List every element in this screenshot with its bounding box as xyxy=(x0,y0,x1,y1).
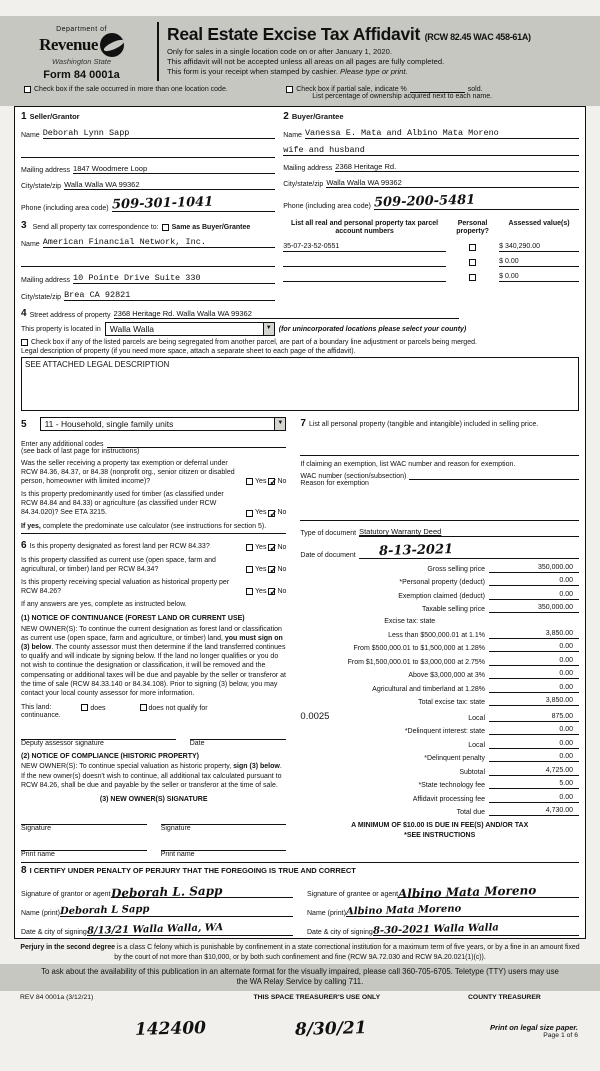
tax-row-value[interactable]: 350,000.00 xyxy=(489,564,579,573)
grantor-date-city-value: 8/13/21 Walla Walla, WA xyxy=(86,922,224,938)
section-1-number: 1 xyxy=(21,111,27,122)
multi-location-checkbox[interactable] xyxy=(24,86,31,93)
parcel-number-input[interactable]: 35-07-23-52-0551 xyxy=(283,243,446,252)
tax-row-value[interactable]: 0.00 xyxy=(489,794,579,803)
tax-row-label: *Delinquent interest: state xyxy=(404,728,485,736)
buyer-mail-value: 2368 Heritage Rd. xyxy=(335,162,397,171)
county-dropdown-arrow-icon[interactable]: ▼ xyxy=(263,323,274,335)
tax-row-value[interactable]: 3,850.00 xyxy=(489,630,579,639)
form-title-text: Real Estate Excise Tax Affidavit xyxy=(167,24,421,44)
new-owner-signature-2-input[interactable] xyxy=(161,816,287,825)
taxcorr-csz-input[interactable] xyxy=(64,290,275,301)
tax-row-value[interactable]: 0.00 xyxy=(489,753,579,762)
minimum-due-note: A MINIMUM OF $10.00 IS DUE IN FEE(S) AND/OR TAX xyxy=(351,822,529,830)
county-dropdown[interactable] xyxy=(105,322,275,336)
grantee-print-label: Name (print) xyxy=(307,910,346,918)
parcel-number-input[interactable] xyxy=(283,273,446,282)
treasurer-use-label: THIS SPACE TREASURER'S USE ONLY xyxy=(253,993,381,1001)
tax-rows-top xyxy=(300,564,579,614)
deputy-date-input[interactable] xyxy=(190,731,287,740)
buyer-mail-input[interactable] xyxy=(335,162,579,172)
form-title xyxy=(167,24,586,45)
buyer-name-value: Vanessa E. Mata and Albino Mata Moreno xyxy=(304,128,499,138)
tax-row-value[interactable]: 4,730.00 xyxy=(489,807,579,816)
perjury-statement xyxy=(0,939,600,964)
tax-row-value[interactable]: 875.00 xyxy=(489,713,579,722)
tax-row xyxy=(300,780,579,789)
section-3-title: Send all property tax correspondence to: xyxy=(32,224,159,231)
predominate-use-note-bold: If yes, xyxy=(21,522,41,530)
type-of-document-label: Type of document xyxy=(300,530,357,538)
tax-row xyxy=(300,711,579,722)
notice-compliance-body-1: NEW OWNER(S): To continue special valuation as historic property, xyxy=(21,763,234,771)
deputy-assessor-signature-input[interactable] xyxy=(21,731,176,740)
additional-codes-input[interactable] xyxy=(107,439,287,448)
header-note-2: This affidavit will not be accepted unless all areas on all pages are fully completed. xyxy=(167,56,445,66)
tax-row-label: From $1,500,000.01 to $3,000,000 at 2.75% xyxy=(347,658,485,666)
buyer-phone-input[interactable] xyxy=(374,194,579,210)
assessed-value-input[interactable]: $ 0.00 xyxy=(499,258,579,267)
parcel-number-input[interactable] xyxy=(283,258,446,267)
certify-statement xyxy=(21,865,579,876)
tax-row xyxy=(300,684,579,693)
tax-row-label: *Delinquent penalty xyxy=(424,755,485,763)
q1-no-label: No xyxy=(277,478,287,486)
q4-yes-checkbox[interactable] xyxy=(246,566,253,573)
ownership-percent-note: List percentage of ownership acquired next to each name. xyxy=(312,93,493,100)
tax-row-value[interactable]: 3,850.00 xyxy=(489,697,579,706)
q2-yes-label: Yes xyxy=(255,509,267,517)
wac-number-input[interactable] xyxy=(409,471,579,480)
grantor-print-input[interactable] xyxy=(60,905,293,917)
parcel-row xyxy=(283,258,579,267)
current-use-question: Is this property classified as current use (open space, farm and agricultural, or timber) land per RCW 84.34? xyxy=(21,556,216,573)
stamp-receipt-number: 142400 xyxy=(134,1017,207,1040)
personal-property-instruction xyxy=(300,417,579,430)
page-number: Page 1 of 6 xyxy=(543,1031,578,1039)
forest-land-question xyxy=(21,539,246,552)
grantee-print-value: Albino Mata Moreno xyxy=(345,903,462,918)
predominate-use-note-text: complete the predominate use calculator (see instructions for section 5). xyxy=(40,522,267,530)
street-address-label: Street address of property xyxy=(29,312,111,319)
notice-compliance-bold: sign (3) below xyxy=(233,763,280,771)
grantee-date-city-label: Date & city of signing xyxy=(307,929,373,937)
form-number: Form 84 0001a xyxy=(43,69,120,81)
dor-swoosh-icon xyxy=(100,33,124,57)
this-land-label: This land: xyxy=(21,704,52,712)
does-qualify-checkbox[interactable] xyxy=(81,704,88,711)
unincorporated-note: (for unincorporated locations please select your county) xyxy=(278,325,467,333)
header-note-3-text: This form is your receipt when stamped by cashier. xyxy=(167,66,341,76)
tax-row-label: Local xyxy=(468,741,485,749)
accessibility-note: To ask about the availability of this publication in an alternate format for the visually impaired, please call 360-705-6705. Teletype (TTY) users may use the WA Relay Service by calling 711. xyxy=(0,964,600,991)
tax-row-label: *Personal property (deduct) xyxy=(399,579,485,587)
tax-row xyxy=(300,564,579,573)
wac-number-label: WAC number (section/subsection) xyxy=(300,473,407,481)
tax-row xyxy=(300,591,579,600)
seller-phone-value: 509-301-1041 xyxy=(111,194,213,213)
partial-sale-checkbox[interactable] xyxy=(286,86,293,93)
notice-continuance-body-1: NEW OWNER(S): To continue the current designation as forest land or classification as current use (open space, farm and agriculture, or timber) land, xyxy=(21,625,282,642)
section-5-number: 5 xyxy=(21,418,27,430)
tax-row-label: Total due xyxy=(456,809,485,817)
stamp-date: 8/30/21 xyxy=(294,1017,367,1040)
grantor-print-label: Name (print) xyxy=(21,910,60,918)
seller-name-value: Deborah Lynn Sapp xyxy=(42,128,130,138)
grantee-signature-label: Signature of grantee or agent xyxy=(307,891,399,899)
buyer-mail-label: Mailing address xyxy=(283,165,333,172)
deputy-date-label: Date xyxy=(189,740,205,748)
tax-row-label: Exemption claimed (deduct) xyxy=(398,592,485,600)
certify-statement-text: I CERTIFY UNDER PENALTY OF PERJURY THAT THE FOREGOING IS TRUE AND CORRECT xyxy=(29,866,356,876)
new-owner-print-1-label: Print name xyxy=(21,851,55,859)
tax-row-value[interactable]: 0.00 xyxy=(489,591,579,600)
header-divider xyxy=(157,22,159,81)
timber-agriculture-question: Is this property predominantly used for timber (as classified under RCW 84.84 and 84.33) or agriculture (as classified under RCW 84.34.020)? See ETA 3215. xyxy=(21,491,224,517)
deputy-assessor-signature-label: Deputy assessor signature xyxy=(21,740,104,748)
q5-yes-label: Yes xyxy=(255,588,267,596)
q4-yes-label: Yes xyxy=(255,565,267,573)
reason-exemption-label: Reason for exemption xyxy=(300,480,369,488)
grantee-date-city-value: 8-30-2021 Walla Walla xyxy=(372,922,499,937)
tax-row-value[interactable]: 5.00 xyxy=(489,780,579,789)
additional-codes-label: Enter any additional codes xyxy=(21,441,104,448)
grantor-date-city-input[interactable] xyxy=(87,924,293,936)
land-use-dropdown-arrow-icon[interactable]: ▼ xyxy=(274,418,285,430)
tax-row-value[interactable]: 4,725.00 xyxy=(489,767,579,776)
new-owner-signature-1-input[interactable] xyxy=(21,816,147,825)
seller-mail-value: 1847 Woodmere Loop xyxy=(73,164,148,173)
tax-row xyxy=(300,643,579,652)
grantor-signature-value: Deborah L. Sapp xyxy=(110,883,223,901)
new-owner-print-2-label: Print name xyxy=(160,851,195,859)
excise-tax-state-heading: Excise tax: state xyxy=(384,618,436,626)
section-2-title: Buyer/Grantee xyxy=(291,112,344,121)
tax-row-label: From $500,000.01 to $1,500,000 at 1.28% xyxy=(353,645,485,653)
tax-row xyxy=(300,670,579,679)
header-note-1: Only for sales in a single location code on or after January 1, 2020. xyxy=(167,47,392,56)
buyer-phone-label: Phone (including area code) xyxy=(283,203,371,210)
assessed-value-col-header: Assessed value(s) xyxy=(508,220,570,227)
land-use-code-value: 11 - Household, single family units xyxy=(44,419,174,429)
segregated-label: Check box if any of the listed parcels are being segregated from another parcel, are part of a boundary line adjustment or parcels being merged. xyxy=(31,339,477,346)
codes-note: (see back of last page for instructions) xyxy=(21,448,140,455)
print-legal-size-note: Print on legal size paper. xyxy=(490,1022,578,1032)
taxcorr-name-value: American Financial Network, Inc. xyxy=(42,237,206,247)
exemption-deferral-question: Was the seller receiving a property tax exemption or deferral under RCW 84.36, 84.37, or 84.38 (nonprofit org., senior citizen or disabled person, homeowner with limited income)? xyxy=(21,460,235,486)
parcel-col-header: List all real and personal property tax parcel account numbers xyxy=(291,220,439,236)
located-in-label: This property is located in xyxy=(21,325,101,333)
taxcorr-name-label: Name xyxy=(21,241,40,248)
same-as-buyer-checkbox[interactable] xyxy=(162,224,169,231)
multi-location-label: Check box if the sale occurred in more than one location code. xyxy=(34,86,228,93)
notice-continuance-bold: you must sign on (3) below xyxy=(21,634,283,651)
grantee-signature-input[interactable] xyxy=(397,883,579,902)
tax-row xyxy=(300,697,579,706)
section-8-number: 8 xyxy=(21,865,27,877)
q5-no-checkbox[interactable] xyxy=(268,588,275,595)
tax-row-label: Agricultural and timberland at 1.28% xyxy=(372,685,485,693)
new-owner-print-2-input[interactable] xyxy=(161,842,287,851)
q4-no-label: No xyxy=(277,565,287,573)
q3-no-label: No xyxy=(277,543,287,551)
tax-rows-bottom xyxy=(300,630,579,817)
section-1-title: Seller/Grantor xyxy=(29,112,80,121)
does-not-qualify-checkbox[interactable] xyxy=(140,704,147,711)
tax-row-value[interactable]: 0.00 xyxy=(489,740,579,749)
parcel-row xyxy=(283,243,579,252)
new-owners-signature-title: (3) NEW OWNER(S) SIGNATURE xyxy=(99,796,208,804)
q2-no-label: No xyxy=(277,509,287,517)
new-owner-signature-1-label: Signature xyxy=(21,825,51,833)
same-as-buyer-label: Same as Buyer/Grantee xyxy=(171,224,251,231)
dept-of-label: Department of xyxy=(56,26,107,33)
tax-row-value[interactable]: 0.00 xyxy=(489,657,579,666)
taxcorr-name-input[interactable] xyxy=(43,237,276,248)
see-instructions-note: *SEE INSTRUCTIONS xyxy=(404,832,476,840)
seller-name-input[interactable] xyxy=(43,128,276,139)
form-body xyxy=(14,106,586,939)
treasurer-stamp-area xyxy=(0,1001,600,1071)
street-address-input[interactable] xyxy=(114,309,460,319)
buyer-phone-value: 509-200-5481 xyxy=(373,192,476,211)
notice-continuance-body-2: . The county assessor must then determine if the land transferred continues to qualify and will indicate by signing below. If the land no longer qualifies or you do not wish to continue the designation or classification, it will be removed and the compensating or additional taxes will be due and payable by the seller or transferor at the time of sale (RCW 84.33.140 or 84.34.108). Prior to signing (3) below, you may contact your local county assessor for more information. xyxy=(21,643,286,698)
buyer-name-label: Name xyxy=(283,132,302,139)
type-of-document-input[interactable] xyxy=(359,527,579,537)
q4-no-checkbox[interactable] xyxy=(268,566,275,573)
buyer-name-input-2[interactable] xyxy=(283,145,579,156)
street-address-value: 2368 Heritage Rd. Walla Walla WA 99362 xyxy=(113,309,252,318)
personal-property-instruction-text: List all personal property (tangible and intangible) included in selling price. xyxy=(308,421,539,428)
does-not-label: does not qualify for xyxy=(148,705,208,713)
continuance-label: continuance. xyxy=(21,712,61,720)
personal-property-input[interactable] xyxy=(300,430,579,456)
form-header xyxy=(0,16,600,106)
form-title-rcw: (RCW 82.45 WAC 458-61A) xyxy=(424,32,531,42)
tax-row-label: Above $3,000,000 at 3% xyxy=(408,672,485,680)
q2-no-checkbox[interactable] xyxy=(268,510,275,517)
taxcorr-mail-value: 10 Pointe Drive Suite 330 xyxy=(73,273,201,283)
q3-yes-checkbox[interactable] xyxy=(246,544,253,551)
tax-row-label: Less than $500,000.01 at 1.1% xyxy=(388,631,485,639)
tax-row-label: Gross selling price xyxy=(427,565,485,573)
segregated-checkbox[interactable] xyxy=(21,339,28,346)
q5-yes-checkbox[interactable] xyxy=(246,588,253,595)
legal-description-value: SEE ATTACHED LEGAL DESCRIPTION xyxy=(25,360,170,369)
new-owner-print-1-input[interactable] xyxy=(21,842,147,851)
tax-row-value[interactable]: 0.00 xyxy=(489,726,579,735)
tax-row-value[interactable]: 0.00 xyxy=(489,684,579,693)
predominate-use-note xyxy=(21,522,286,534)
tax-row xyxy=(300,767,579,776)
perjury-bold: Perjury in the second degree xyxy=(20,944,115,952)
grantor-print-value: Deborah L Sapp xyxy=(59,904,150,918)
tax-row-value[interactable]: 0.00 xyxy=(489,643,579,652)
tax-row xyxy=(300,577,579,586)
seller-csz-input[interactable] xyxy=(64,180,275,190)
assessed-value-input[interactable]: $ 340,290.00 xyxy=(499,243,579,252)
q1-no-checkbox[interactable] xyxy=(268,478,275,485)
taxcorr-mail-label: Mailing address xyxy=(21,277,71,284)
tax-row-label: Local xyxy=(468,714,485,722)
exemption-instruction: If claiming an exemption, list WAC number and reason for exemption. xyxy=(300,461,516,469)
notice-compliance-body-2: . If the new owner(s) doesn't wish to continue, all additional tax calculated pursuant to RCW 84.26, shall be due and payable by the seller or transferor at the time of sale. xyxy=(21,763,282,789)
land-use-code-dropdown[interactable] xyxy=(40,417,287,431)
grantee-print-input[interactable] xyxy=(346,905,579,917)
taxcorr-mail-input[interactable] xyxy=(73,273,275,284)
grantee-date-city-input[interactable] xyxy=(373,924,579,936)
buyer-name-input[interactable] xyxy=(305,128,579,139)
does-label: does xyxy=(90,705,106,713)
grantee-signature-value: Albino Mata Moreno xyxy=(397,883,537,902)
section-3-number: 3 xyxy=(21,220,27,231)
personal-property-col-header: Personal property? xyxy=(456,220,489,236)
tax-row xyxy=(300,657,579,666)
buyer-name-value-2: wife and husband xyxy=(283,145,365,155)
tax-row-label: Taxable selling price xyxy=(421,606,485,614)
personal-property-checkbox[interactable] xyxy=(469,244,476,251)
type-of-document-value: Statutory Warranty Deed xyxy=(359,527,442,537)
section-6-number: 6 xyxy=(21,539,27,551)
section-2-number: 2 xyxy=(283,111,289,122)
grantor-date-city-label: Date & city of signing xyxy=(21,929,87,937)
parcel-row xyxy=(283,273,579,282)
forest-land-question-text: Is this property designated as forest land per RCW 84.33? xyxy=(29,542,210,550)
partial-sale-sold-label: sold. xyxy=(467,86,483,93)
revenue-wordmark: Revenue xyxy=(39,35,98,54)
header-note-3-italic: Please type or print. xyxy=(340,66,408,76)
q3-yes-label: Yes xyxy=(255,543,267,551)
taxcorr-csz-label: City/state/zip xyxy=(21,294,62,301)
tax-row xyxy=(300,740,579,749)
taxcorr-csz-value: Brea CA 92821 xyxy=(64,290,131,300)
seller-name-label: Name xyxy=(21,132,40,139)
legal-description-label: Legal description of property (if you need more space, attach a separate sheet to each page of the affidavit). xyxy=(21,348,356,355)
date-of-document-input[interactable] xyxy=(359,543,579,559)
q3-no-checkbox[interactable] xyxy=(268,544,275,551)
tax-row-label: Total excise tax: state xyxy=(418,699,485,707)
q1-yes-label: Yes xyxy=(255,478,267,486)
tax-row xyxy=(300,794,579,803)
header-note-3 xyxy=(167,67,586,77)
partial-sale-label: Check box if partial sale, indicate % xyxy=(296,86,407,93)
date-of-document-label: Date of document xyxy=(300,552,356,560)
tax-row-label: *State technology fee xyxy=(418,782,485,790)
seller-phone-input[interactable] xyxy=(112,196,276,212)
section-4-number: 4 xyxy=(21,308,27,319)
dor-logo xyxy=(14,22,149,81)
legal-description-input[interactable] xyxy=(21,357,579,411)
washington-state-label: Washington State xyxy=(51,57,112,66)
local-rate-value: 0.0025 xyxy=(300,710,330,722)
tax-row xyxy=(300,807,579,816)
county-dropdown-value: Walla Walla xyxy=(109,324,155,334)
date-of-document-value: 8-13-2021 xyxy=(378,542,453,560)
seller-csz-value: Walla Walla WA 99362 xyxy=(64,180,140,189)
personal-property-checkbox[interactable] xyxy=(469,259,476,266)
tax-row xyxy=(300,753,579,762)
seller-name-input-2[interactable] xyxy=(21,149,275,158)
buyer-csz-label: City/state/zip xyxy=(283,181,324,188)
notice-continuance-body xyxy=(21,625,286,699)
grantor-signature-label: Signature of grantor or agent xyxy=(21,891,111,899)
notice-continuance-title: (1) NOTICE OF CONTINUANCE (FOREST LAND OR CURRENT USE) xyxy=(21,615,245,623)
tax-row xyxy=(300,604,579,613)
historic-property-question: Is this property receiving special valuation as historical property per RCW 84.26? xyxy=(21,578,230,596)
q5-no-label: No xyxy=(277,588,287,596)
q1-yes-checkbox[interactable] xyxy=(246,478,253,485)
tax-row-label: Affidavit processing fee xyxy=(412,795,485,803)
tax-row xyxy=(300,726,579,735)
tax-row xyxy=(300,630,579,639)
seller-phone-label: Phone (including area code) xyxy=(21,205,109,212)
notice-compliance-title: (2) NOTICE OF COMPLIANCE (HISTORIC PROPERTY) xyxy=(21,753,199,761)
county-treasurer-label: COUNTY TREASURER xyxy=(468,993,541,1001)
parcel-table xyxy=(283,243,579,282)
seller-mail-label: Mailing address xyxy=(21,167,71,174)
tax-row-value[interactable]: 350,000.00 xyxy=(489,604,579,613)
new-owner-signature-2-label: Signature xyxy=(160,825,191,833)
reason-exemption-input[interactable] xyxy=(300,487,579,521)
seller-mail-input[interactable] xyxy=(73,164,275,174)
notice-compliance-body xyxy=(21,762,286,790)
perjury-text: is a class C felony which is punishable by confinement in a state correctional institution for a maximum term of five years, or by a fine in an amount fixed by the court of not more than $10,000, or by both such confinement and fine (RCW 9A.72.030 and RCW 9A.20.021(1)(c)). xyxy=(114,944,580,961)
buyer-csz-value: Walla Walla WA 99362 xyxy=(326,178,402,187)
section-7-number: 7 xyxy=(300,418,306,429)
assessed-value-input[interactable]: $ 0.00 xyxy=(499,273,579,282)
seller-csz-label: City/state/zip xyxy=(21,183,62,190)
tax-row-label: Subtotal xyxy=(459,768,485,776)
personal-property-checkbox[interactable] xyxy=(469,274,476,281)
tax-row-value[interactable]: 0.00 xyxy=(489,577,579,586)
taxcorr-name-input-2[interactable] xyxy=(21,258,275,267)
q2-yes-checkbox[interactable] xyxy=(246,510,253,517)
rev-form-id: REV 84 0001a (3/12/21) xyxy=(20,993,94,1001)
tax-row-value[interactable]: 0.00 xyxy=(489,670,579,679)
grantor-signature-input[interactable] xyxy=(110,883,293,901)
if-yes-note: If any answers are yes, complete as instructed below. xyxy=(21,601,187,609)
buyer-csz-input[interactable] xyxy=(326,178,579,188)
